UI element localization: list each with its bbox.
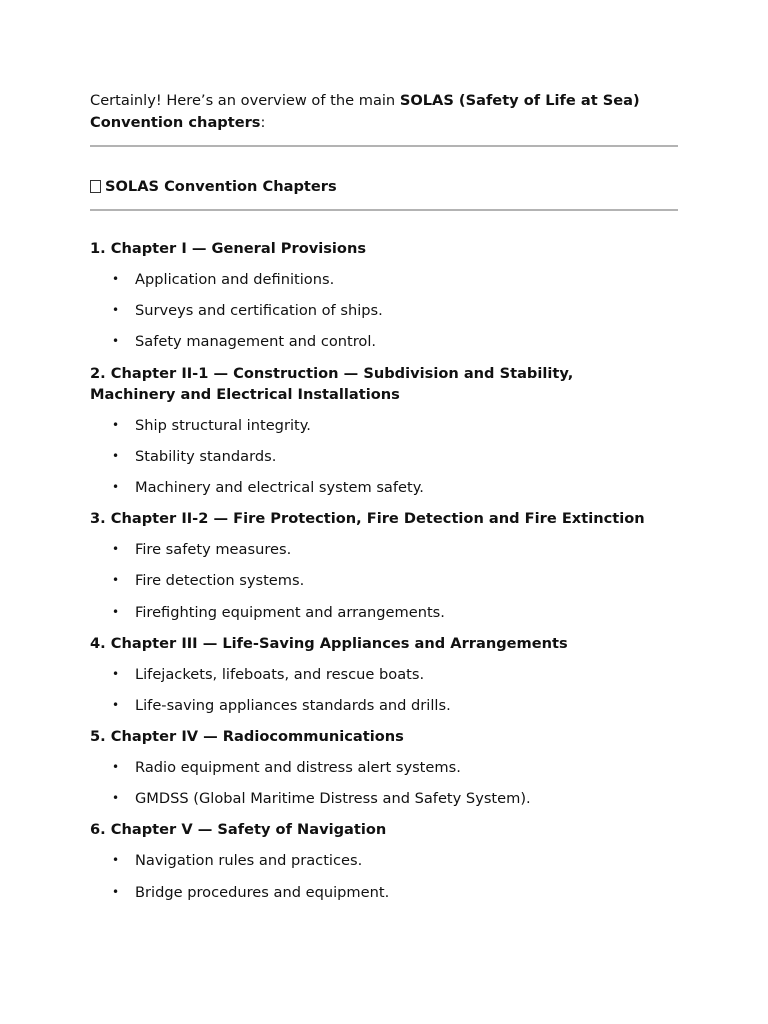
chapter-title-line: Machinery and Electrical Installations xyxy=(90,385,400,403)
section-heading xyxy=(90,176,678,198)
list-item xyxy=(90,415,678,436)
list-item xyxy=(90,539,678,560)
bullet-dot: • xyxy=(112,573,120,588)
chapter-title-line: 2. Chapter II-1 — Construction — Subdivision and Stability, xyxy=(90,364,574,382)
bullet-dot: • xyxy=(112,697,120,712)
list-item-text: Surveys and certification of ships. xyxy=(135,302,383,320)
list-item xyxy=(90,788,678,809)
chapter-title-line: 5. Chapter IV — Radiocommunications xyxy=(90,728,404,746)
bullet-dot: • xyxy=(112,604,120,619)
list-item-text: Ship structural integrity. xyxy=(135,416,311,434)
section-title: SOLAS Convention Chapters xyxy=(105,178,337,195)
list-item-text: Stability standards. xyxy=(135,447,277,465)
chapter-item xyxy=(90,819,678,902)
list-item xyxy=(90,602,678,623)
list-item-text: Firefighting equipment and arrangements. xyxy=(135,603,445,621)
intro-paragraph xyxy=(90,90,678,134)
chapter-title xyxy=(90,726,678,747)
chapter-title xyxy=(90,238,678,259)
divider-bottom xyxy=(90,209,678,211)
list-item-text: Life-saving appliances standards and drills. xyxy=(135,696,451,714)
list-item xyxy=(90,757,678,778)
list-item xyxy=(90,695,678,716)
document-content xyxy=(90,90,678,913)
list-item-text: GMDSS (Global Maritime Distress and Safety System). xyxy=(135,790,531,808)
intro-bold-convention: Convention chapters xyxy=(90,114,261,131)
list-item xyxy=(90,269,678,290)
chapter-item xyxy=(90,508,678,622)
missing-glyph-icon xyxy=(90,180,101,193)
bullet-dot: • xyxy=(112,272,120,286)
chapter-item xyxy=(90,238,678,352)
chapter-bullets xyxy=(90,269,678,352)
bullet-dot: • xyxy=(112,303,120,318)
list-item-text: Machinery and electrical system safety. xyxy=(135,478,424,496)
list-item xyxy=(90,446,678,467)
chapter-title xyxy=(90,363,678,405)
chapter-item xyxy=(90,363,678,498)
chapter-bullets xyxy=(90,757,678,809)
bullet-dot: • xyxy=(112,542,120,557)
bullet-dot: • xyxy=(112,417,120,432)
chapter-title-line: 3. Chapter II-2 — Fire Protection, Fire Detection and Fire Extinction xyxy=(90,510,645,528)
chapter-bullets xyxy=(90,664,678,716)
chapter-title xyxy=(90,508,678,529)
list-item xyxy=(90,570,678,591)
list-item-text: Safety management and control. xyxy=(135,333,377,351)
list-item-text: Navigation rules and practices. xyxy=(135,852,363,870)
list-item xyxy=(90,300,678,321)
divider-top xyxy=(90,145,678,147)
bullet-dot: • xyxy=(112,791,120,806)
chapter-list xyxy=(90,238,678,903)
chapter-bullets xyxy=(90,415,678,498)
list-item xyxy=(90,882,678,903)
list-item-text: Radio equipment and distress alert systems. xyxy=(135,759,461,777)
chapter-title-line: 1. Chapter I — General Provisions xyxy=(90,240,367,257)
list-item xyxy=(90,477,678,498)
bullet-dot: • xyxy=(112,884,120,899)
chapter-bullets xyxy=(90,539,678,622)
list-item-text: Lifejackets, lifeboats, and rescue boats. xyxy=(135,665,425,683)
list-item-text: Application and definitions. xyxy=(135,271,335,288)
list-item xyxy=(90,850,678,871)
list-item-text: Fire safety measures. xyxy=(135,541,292,559)
bullet-dot: • xyxy=(112,760,120,775)
intro-bold-solas: SOLAS (Safety of Life at Sea) xyxy=(399,92,640,109)
chapter-title-line: 6. Chapter V — Safety of Navigation xyxy=(90,821,387,839)
chapter-item xyxy=(90,726,678,809)
bullet-dot: • xyxy=(112,334,120,349)
intro-lead: Certainly! Here’s an overview of the main xyxy=(90,92,400,109)
chapter-title-line: 4. Chapter III — Life-Saving Appliances and Arrangements xyxy=(90,634,568,652)
chapter-bullets xyxy=(90,850,678,902)
list-item-text: Fire detection systems. xyxy=(135,572,305,590)
chapter-item xyxy=(90,633,678,716)
intro-tail: : xyxy=(260,114,266,131)
chapter-title xyxy=(90,633,678,654)
bullet-dot: • xyxy=(112,666,120,681)
bullet-dot: • xyxy=(112,479,120,494)
list-item-text: Bridge procedures and equipment. xyxy=(135,883,390,901)
chapter-title xyxy=(90,819,678,840)
list-item xyxy=(90,664,678,685)
list-item xyxy=(90,331,678,352)
bullet-dot: • xyxy=(112,448,120,463)
bullet-dot: • xyxy=(112,853,120,868)
